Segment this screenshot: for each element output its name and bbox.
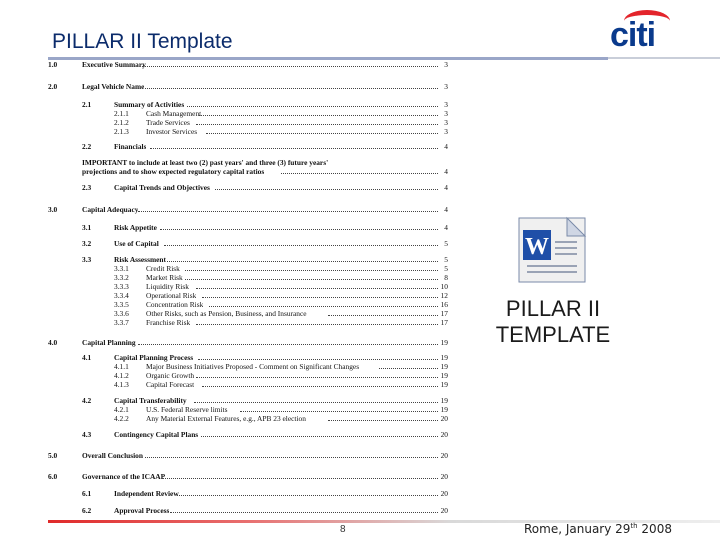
toc-entry-text: projections and to show expected regulatory capital ratios [82, 167, 265, 176]
toc-dot-leader [145, 88, 438, 89]
toc-number: 6.2 [82, 506, 92, 515]
toc-number: 6.0 [48, 472, 58, 481]
toc-entry-text: Operational Risk [146, 291, 197, 300]
toc-entry-text: IMPORTANT to include at least two (2) past years' and three (3) future years' [82, 158, 329, 167]
toc-page-number: 19 [440, 371, 448, 380]
toc-number: 6.1 [82, 489, 92, 498]
toc-page-number: 19 [440, 353, 448, 362]
toc-dot-leader [170, 512, 438, 513]
page-number: 8 [340, 524, 346, 535]
footer-date [524, 522, 672, 536]
toc-row [48, 239, 448, 248]
toc-page-number: 3 [444, 100, 448, 109]
toc-dot-leader [202, 386, 438, 387]
toc-page-number: 8 [444, 273, 448, 282]
toc-number: 1.0 [48, 60, 58, 69]
toc-number: 2.0 [48, 82, 58, 91]
toc-row [48, 100, 448, 109]
toc-dot-leader [196, 124, 438, 125]
toc-row [48, 414, 448, 423]
toc-row [48, 142, 448, 151]
toc-entry-text: Credit Risk [146, 264, 180, 273]
toc-row [48, 127, 448, 136]
toc-dot-leader [198, 359, 438, 360]
toc-page-number: 3 [444, 127, 448, 136]
toc-dot-leader [281, 173, 438, 174]
attachment-caption[interactable] [490, 296, 616, 348]
toc-page-number: 20 [440, 451, 448, 460]
toc-number: 3.3.1 [114, 264, 129, 273]
toc-row [48, 82, 448, 91]
toc-page-number: 20 [440, 506, 448, 515]
toc-row [48, 318, 448, 327]
toc-number: 4.3 [82, 430, 92, 439]
toc-entry-text: Capital Adequacy [82, 205, 139, 214]
toc-entry-text: Financials [114, 142, 147, 151]
toc-number: 4.1.1 [114, 362, 129, 371]
word-document-icon[interactable] [517, 216, 587, 284]
citi-logo [610, 8, 672, 52]
toc-row [48, 158, 448, 167]
toc-row [48, 60, 448, 69]
toc-number: 4.1.3 [114, 380, 129, 389]
toc-dot-leader [142, 66, 438, 67]
toc-entry-text: Use of Capital [114, 239, 159, 248]
toc-page-number: 4 [444, 142, 448, 151]
toc-page-number: 19 [440, 405, 448, 414]
toc-page-number: 3 [444, 82, 448, 91]
toc-page-number: 3 [444, 118, 448, 127]
toc-number: 3.3.5 [114, 300, 129, 309]
toc-row [48, 362, 448, 371]
toc-number: 5.0 [48, 451, 58, 460]
toc-page-number: 5 [444, 255, 448, 264]
toc-entry-text: Capital Planning Process [114, 353, 194, 362]
toc-number: 3.3.4 [114, 291, 129, 300]
toc-entry-text: Approval Process [114, 506, 170, 515]
slide-title: PILLAR II Template [52, 30, 233, 53]
toc-entry-text: Concentration Risk [146, 300, 204, 309]
toc-dot-leader [162, 478, 438, 479]
toc-entry-text: Independent Review [114, 489, 179, 498]
toc-row [48, 282, 448, 291]
toc-row [48, 183, 448, 192]
toc-number: 3.3.7 [114, 318, 129, 327]
toc-dot-leader [202, 297, 438, 298]
toc-entry-text: Major Business Initiatives Proposed - Comment on Significant Changes [146, 362, 360, 371]
toc-number: 4.0 [48, 338, 58, 347]
attachment-caption-line1: PILLAR II [505, 296, 601, 321]
toc-row [48, 506, 448, 515]
toc-page-number: 19 [440, 380, 448, 389]
toc-page-number: 19 [440, 396, 448, 405]
toc-dot-leader [185, 279, 438, 280]
toc-entry-text: Risk Appetite [114, 223, 157, 232]
toc-number: 3.2 [82, 239, 92, 248]
toc-entry-text: Governance of the ICAAP [82, 472, 166, 481]
toc-row [48, 118, 448, 127]
toc-row [48, 167, 448, 176]
toc-page-number: 20 [440, 472, 448, 481]
toc-entry-text: Capital Transferability [114, 396, 187, 405]
toc-number: 3.3 [82, 255, 92, 264]
toc-dot-leader [199, 115, 438, 116]
toc-entry-text: Liquidity Risk [146, 282, 189, 291]
toc-page-number: 4 [444, 223, 448, 232]
toc-entry-text: Market Risk [146, 273, 183, 282]
toc-dot-leader [328, 420, 438, 421]
toc-number: 3.3.2 [114, 273, 129, 282]
toc-entry-text: Cash Management [146, 109, 202, 118]
footer-date-suffix: th [630, 522, 638, 530]
toc-number: 2.1.3 [114, 127, 129, 136]
toc-row [48, 273, 448, 282]
toc-dot-leader [160, 229, 438, 230]
toc-row [48, 371, 448, 380]
toc-page-number: 20 [440, 414, 448, 423]
toc-dot-leader [138, 344, 438, 345]
toc-number: 4.2.2 [114, 414, 129, 423]
toc-entry-text: Trade Services [146, 118, 190, 127]
toc-page-number: 3 [444, 109, 448, 118]
toc-row [48, 264, 448, 273]
toc-number: 3.0 [48, 205, 58, 214]
toc-row [48, 300, 448, 309]
toc-entry-text: Other Risks, such as Pension, Business, and Insurance [146, 309, 307, 318]
toc-number: 2.1.1 [114, 109, 129, 118]
toc-number: 3.3.6 [114, 309, 129, 318]
toc-dot-leader [240, 411, 438, 412]
toc-entry-text: Capital Forecast [146, 380, 195, 389]
toc-number: 2.3 [82, 183, 92, 192]
toc-dot-leader [379, 368, 438, 369]
toc-entry-text: Legal Vehicle Name [82, 82, 145, 91]
toc-row [48, 353, 448, 362]
toc-page-number: 12 [440, 291, 448, 300]
toc-entry-text: Overall Conclusion [82, 451, 143, 460]
attachment-caption-line2: TEMPLATE [495, 322, 611, 347]
toc-number: 2.2 [82, 142, 92, 151]
toc-row [48, 309, 448, 318]
toc-entry-text: Any Material External Features, e.g., APB 23 election [146, 414, 306, 423]
toc-entry-text: Risk Assessment [114, 255, 166, 264]
footer-date-year: 2008 [637, 522, 672, 536]
toc-row [48, 489, 448, 498]
toc-page-number: 5 [444, 264, 448, 273]
svg-text:W: W [525, 234, 549, 260]
toc-dot-leader [196, 324, 438, 325]
toc-page-number: 3 [444, 60, 448, 69]
toc-row [48, 109, 448, 118]
toc-entry-text: Contingency Capital Plans [114, 430, 199, 439]
toc-row [48, 223, 448, 232]
toc-page-number: 17 [440, 309, 448, 318]
toc-row [48, 338, 448, 347]
toc-page-number: 16 [440, 300, 448, 309]
toc-number: 3.1 [82, 223, 92, 232]
toc-row [48, 405, 448, 414]
toc-dot-leader [196, 288, 438, 289]
toc-dot-leader [138, 211, 438, 212]
toc-row [48, 451, 448, 460]
toc-row [48, 380, 448, 389]
table-of-contents-preview [48, 60, 448, 520]
toc-number: 2.1.2 [114, 118, 129, 127]
toc-number: 3.3.3 [114, 282, 129, 291]
toc-page-number: 4 [444, 183, 448, 192]
toc-row [48, 205, 448, 214]
toc-entry-text: Franchise Risk [146, 318, 191, 327]
toc-row [48, 472, 448, 481]
toc-page-number: 20 [440, 489, 448, 498]
toc-number: 4.2.1 [114, 405, 129, 414]
toc-page-number: 17 [440, 318, 448, 327]
toc-number: 4.2 [82, 396, 92, 405]
toc-page-number: 10 [440, 282, 448, 291]
toc-dot-leader [185, 270, 438, 271]
toc-dot-leader [150, 148, 438, 149]
citi-logo-text: citi [610, 16, 656, 54]
toc-dot-leader [187, 106, 438, 107]
toc-row [48, 291, 448, 300]
toc-page-number: 19 [440, 338, 448, 347]
toc-dot-leader [167, 261, 438, 262]
toc-row [48, 255, 448, 264]
toc-entry-text: U.S. Federal Reserve limits [146, 405, 228, 414]
toc-dot-leader [209, 306, 438, 307]
toc-entry-text: Capital Planning [82, 338, 136, 347]
toc-dot-leader [215, 189, 438, 190]
toc-dot-leader [177, 495, 438, 496]
toc-dot-leader [328, 315, 438, 316]
toc-number: 2.1 [82, 100, 92, 109]
toc-page-number: 4 [444, 167, 448, 176]
toc-row [48, 396, 448, 405]
toc-page-number: 4 [444, 205, 448, 214]
toc-entry-text: Summary of Activities [114, 100, 185, 109]
toc-page-number: 20 [440, 430, 448, 439]
toc-entry-text: Executive Summary [82, 60, 146, 69]
toc-row [48, 430, 448, 439]
toc-entry-text: Capital Trends and Objectives [114, 183, 210, 192]
title-divider-tail [608, 57, 720, 59]
toc-number: 4.1 [82, 353, 92, 362]
toc-dot-leader [194, 402, 438, 403]
toc-entry-text: Organic Growth [146, 371, 195, 380]
toc-dot-leader [206, 133, 438, 134]
toc-dot-leader [164, 245, 438, 246]
toc-number: 4.1.2 [114, 371, 129, 380]
toc-entry-text: Investor Services [146, 127, 198, 136]
toc-dot-leader [196, 377, 438, 378]
toc-page-number: 5 [444, 239, 448, 248]
toc-dot-leader [201, 436, 438, 437]
footer-date-prefix: Rome, January 29 [524, 522, 631, 536]
toc-dot-leader [145, 457, 438, 458]
toc-page-number: 19 [440, 362, 448, 371]
